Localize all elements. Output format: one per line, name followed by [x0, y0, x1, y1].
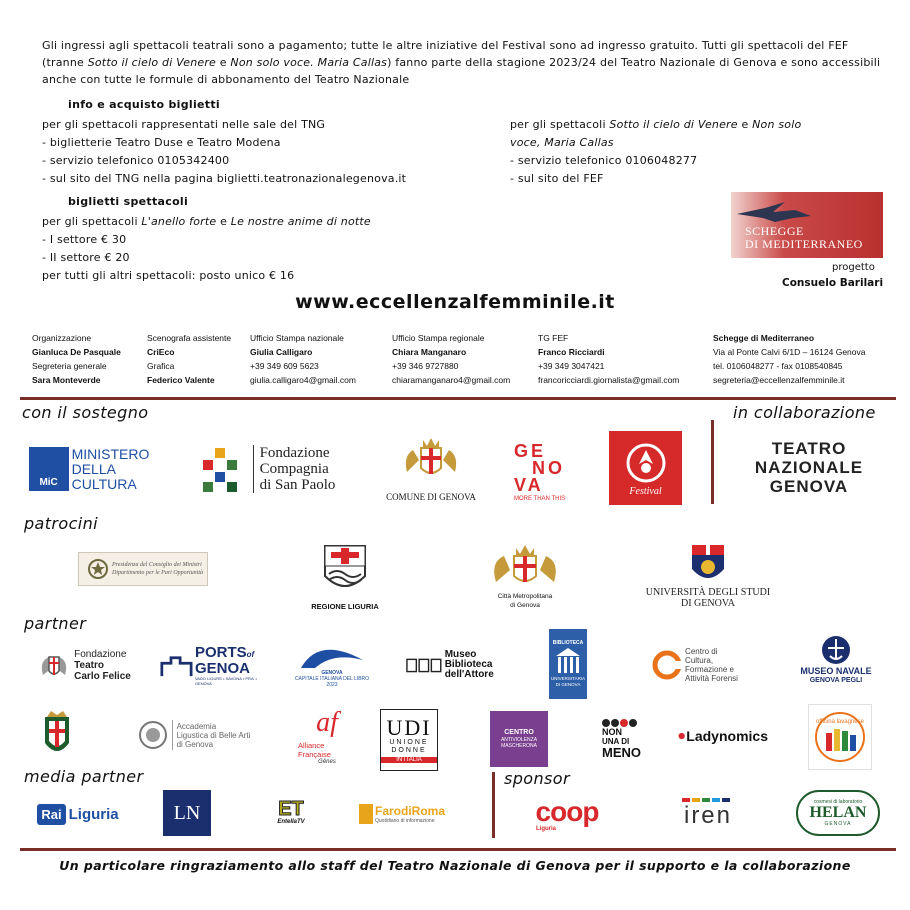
mic-logo	[24, 445, 154, 493]
tng-line: TEATRO	[771, 438, 847, 458]
centro-cultura-forense-logo	[640, 640, 750, 690]
carlo-felice-logo	[28, 646, 140, 684]
accademia-divider	[172, 720, 173, 750]
genova-line: NO	[532, 457, 565, 478]
unige-shield-icon	[688, 543, 728, 587]
info-line: - sul sito del TNG nella pagina biglietti.teatronazionalegenova.it	[42, 172, 407, 185]
regione-liguria-logo	[300, 540, 390, 612]
divider-sponsor	[492, 772, 495, 838]
contact-email[interactable]: chiaramanganaro4@gmail.com	[392, 375, 511, 385]
regione-label: REGIONE LIGURIA	[311, 601, 379, 611]
intro-title: Sotto il cielo di Venere	[87, 56, 217, 69]
section-partner: partner	[24, 614, 87, 633]
mic-badge: MiC	[29, 447, 69, 491]
tickets-title: Le nostre anime di notte	[230, 215, 371, 228]
teatro-nazionale-logo	[744, 438, 874, 496]
citta-text	[498, 592, 553, 610]
genova-line: GE	[514, 440, 547, 461]
sanpaolo-text	[260, 445, 336, 493]
alliance-francaise-logo	[298, 704, 356, 770]
centro-forense-line: Centro di	[685, 647, 718, 656]
info-line: - sul sito del FEF	[510, 172, 604, 185]
ports-of: of	[246, 650, 255, 659]
mic-line: MINISTERO	[71, 445, 150, 462]
capitale-text	[295, 670, 369, 688]
cav-line: MASCHERONA	[501, 743, 537, 749]
tickets-text: per gli spettacoli	[42, 215, 142, 228]
carlo-felice-crest-icon	[37, 649, 71, 681]
divider-collab	[711, 420, 714, 504]
schegge-logo-line: SCHEGGE	[745, 224, 804, 238]
compagnia-sanpaolo-logo	[186, 440, 346, 498]
info-heading: info e acquisto biglietti	[68, 98, 220, 111]
udi-line: IN ITALIA	[381, 757, 437, 763]
festival-label: Festival	[629, 485, 662, 497]
info-line: per gli spettacoli rappresentati nelle sale del TNG	[42, 118, 326, 131]
tng-line: NAZIONALE	[754, 457, 864, 477]
carlo-felice-line: Carlo Felice	[74, 670, 131, 682]
republic-emblem-icon	[87, 558, 109, 580]
accademia-text	[177, 722, 251, 749]
helan-line: GENOVA	[824, 821, 852, 827]
helan-logo	[796, 790, 880, 836]
ladynomics-icon	[678, 729, 685, 743]
ports-line: GENOA	[194, 660, 250, 677]
festival-emblem-icon	[623, 440, 669, 486]
tng-line: GENOVA	[769, 476, 849, 496]
citta-crest-icon	[486, 542, 564, 590]
rai-label: Liguria	[68, 805, 119, 823]
contact-line: TG FEF	[538, 333, 569, 343]
rai-liguria-logo	[32, 800, 124, 828]
info-title: voce, Maria Callas	[510, 136, 614, 149]
centro-antiviolenza-logo	[490, 711, 548, 767]
intro-paragraph	[42, 37, 882, 88]
udi-line: DONNE	[391, 747, 427, 754]
contact-line: Gianluca De Pasquale	[32, 347, 121, 357]
project-label: progetto	[832, 262, 875, 273]
genova-line: VA	[514, 474, 544, 495]
ladynomics-logo	[678, 722, 768, 750]
iren-label: iren	[683, 802, 733, 829]
contact-block-organization	[32, 331, 121, 387]
af-label: Alliance Française	[298, 741, 331, 759]
schegge-logo-text	[745, 225, 863, 251]
carlo-felice-line: Fondazione	[74, 648, 127, 660]
unige-text	[646, 587, 770, 609]
contact-line: Ufficio Stampa nazionale	[250, 333, 344, 343]
non-una-figures-icon	[602, 718, 640, 728]
tickets-title: L'anello forte	[141, 215, 217, 228]
municipio-crest-logo	[30, 706, 84, 768]
contact-line: CriEco	[147, 347, 175, 357]
capitale-line: CAPITALE ITALIANA DEL LIBRO	[294, 676, 370, 682]
mic-text	[72, 447, 150, 492]
regione-shield-icon	[321, 542, 369, 598]
faro-line: Quotidiano di informazione	[375, 817, 435, 824]
museo-navale-text	[800, 666, 871, 686]
cav-line: ANTIVIOLENZA	[500, 737, 538, 743]
helan-title: HELAN	[809, 804, 867, 821]
ln-logo: LN	[163, 790, 211, 836]
museo-attore-icon	[406, 656, 442, 674]
non-una-di-meno-logo	[602, 712, 642, 764]
coop-mark: coop	[535, 796, 599, 827]
mic-line: DELLA	[71, 460, 116, 477]
contact-block-schegge	[713, 331, 865, 387]
coop-liguria-logo	[528, 792, 606, 838]
contact-line: Giulia Calligaro	[250, 347, 313, 357]
festival-logo	[609, 431, 682, 505]
biblioteca-line: DI GENOVA	[555, 682, 581, 687]
non-una-line: UNA DI	[602, 736, 630, 746]
coop-sub: Liguria	[536, 826, 557, 832]
contact-block-press-regional	[392, 331, 510, 387]
contact-line: Scenografa assistente	[147, 333, 232, 343]
museo-navale-icon	[820, 634, 852, 666]
contact-line: Schegge di Mediterraneo	[713, 333, 815, 343]
sanpaolo-line: di San Paolo	[259, 477, 336, 493]
pari-opportunita-line: Presidenza del Consiglio dei Ministri	[112, 562, 202, 568]
intro-text: Gli ingressi agli spettacoli teatrali sono a pagamento; tutte le altre iniziative del Festival sono ad ingresso gratuito. Tutti gli spettacoli del FEF (tranne	[42, 39, 849, 69]
info-text: e	[737, 118, 753, 131]
section-media-partner: media partner	[24, 767, 144, 786]
contact-line: Via al Ponte Calvi 6/1D – 16124 Genova	[713, 347, 866, 357]
museo-attore-line: dell'Attore	[444, 669, 494, 680]
genova-capitale-libro-logo	[292, 640, 372, 690]
comune-genova-logo	[378, 432, 484, 506]
section-collaboration: in collaborazione	[733, 403, 876, 422]
tickets-column	[42, 213, 371, 285]
divider-bottom	[20, 848, 896, 851]
genova-tagline: MORE THAN THIS	[514, 495, 566, 502]
accademia-seal-icon	[138, 720, 168, 750]
intro-text: ) fanno parte della stagione 2023/24 del Teatro Nazionale di Genova e sono accessibili anche con tutte le formule di abbonamento del Teatro Nazionale	[42, 56, 881, 86]
contacts-strip	[22, 325, 892, 391]
comune-label: COMUNE DI GENOVA	[386, 492, 476, 502]
sanpaolo-line: Compagnia	[259, 461, 329, 477]
officina-hands-icon	[812, 709, 868, 765]
rai-badge: Rai	[37, 804, 65, 825]
centro-forense-line: Attività Forensi	[685, 674, 738, 683]
entella-mark: ET	[278, 798, 304, 820]
centro-forense-icon	[652, 650, 682, 680]
contact-line: Franco Ricciardi	[538, 347, 605, 357]
sanpaolo-divider	[253, 445, 254, 493]
divider-top	[20, 397, 896, 400]
contact-line: +39 349 609 5623	[250, 361, 319, 371]
municipio-crest-icon	[35, 709, 79, 765]
schegge-logo-line: DI MEDITERRANEO	[745, 237, 863, 251]
af-mark: af	[316, 707, 338, 738]
non-una-line: MENO	[602, 744, 641, 760]
farodiroma-logo	[359, 798, 465, 830]
info-text: per gli spettacoli	[510, 118, 610, 131]
schegge-logo	[731, 192, 883, 258]
faro-text	[375, 805, 445, 824]
info-right-column	[510, 116, 801, 188]
info-title: Sotto il cielo di Venere	[609, 118, 738, 131]
ports-of-genoa-logo	[160, 644, 268, 686]
biblioteca-universitaria-logo	[549, 629, 587, 699]
ports-icon	[160, 653, 193, 679]
info-line: - biglietterie Teatro Duse e Teatro Modena	[42, 136, 281, 149]
info-line	[510, 116, 801, 134]
ports-word: PORTS	[194, 644, 247, 661]
pari-opportunita-logo	[78, 552, 208, 586]
info-left-column	[42, 116, 406, 188]
tickets-line	[42, 213, 371, 231]
tickets-line: - I settore € 30	[42, 233, 127, 246]
citta-line: di Genova	[510, 602, 540, 609]
capitale-wave-icon	[299, 642, 365, 670]
museo-attore-logo	[406, 650, 522, 680]
section-sponsor: sponsor	[504, 769, 570, 788]
contact-line: Ufficio Stampa regionale	[392, 333, 485, 343]
contact-line: +39 349 3047421	[538, 361, 605, 371]
udi-title: UDI	[386, 715, 432, 740]
genova-more-than-this-logo	[514, 438, 586, 506]
contact-line: Organizzazione	[32, 333, 92, 343]
museo-navale-line: MUSEO NAVALE	[800, 666, 872, 676]
comune-crest-icon	[399, 436, 463, 486]
unige-line: DI GENOVA	[681, 598, 735, 609]
museo-attore-line: Museo Biblioteca	[444, 649, 493, 670]
accademia-line: Ligustica di Belle Arti	[176, 730, 251, 740]
udi-line: UNIONE	[389, 739, 429, 746]
helan-line: cosmesi di laboratorio	[813, 799, 863, 805]
section-patronage: patrocini	[24, 514, 99, 533]
contact-line: Segreteria generale	[32, 361, 107, 371]
udi-logo	[380, 709, 438, 771]
sanpaolo-line: Fondazione	[259, 445, 330, 461]
info-line	[510, 134, 801, 152]
cav-line: CENTRO	[504, 729, 534, 736]
faro-icon	[359, 804, 373, 824]
info-title: Non solo	[752, 118, 802, 131]
contact-line: Grafica	[147, 361, 175, 371]
biblioteca-line: BIBLIOTECA	[552, 640, 584, 646]
contact-line: tel. 0106048277 - fax 0108540845	[713, 361, 843, 371]
citta-line: Città Metropolitana	[497, 593, 553, 600]
contact-block-scenography	[147, 331, 231, 387]
pari-opportunita-text	[112, 561, 203, 577]
project-name: Consuelo Barilari	[782, 277, 884, 289]
info-line: - servizio telefonico 0105342400	[42, 154, 230, 167]
faro-line: FarodiRoma	[375, 803, 446, 818]
officina-lavagnese-logo	[808, 704, 872, 770]
accademia-line: di Genova	[176, 739, 214, 749]
mic-line: CULTURA	[71, 475, 137, 492]
ports-text	[195, 646, 268, 686]
unige-line: UNIVERSITÀ DEGLI STUDI	[645, 587, 771, 598]
carlo-felice-line: Teatro	[74, 659, 104, 671]
contact-line: Sara Monteverde	[32, 375, 101, 385]
unige-logo	[632, 537, 784, 615]
tickets-line: per tutti gli altri spettacoli: posto unico € 16	[42, 269, 295, 282]
tickets-line: - II settore € 20	[42, 251, 130, 264]
contact-email[interactable]: segreteria@eccellenzalfemminile.it	[713, 375, 845, 385]
capitale-line: 2023	[326, 682, 338, 688]
contact-block-tg-fef	[538, 331, 679, 387]
non-una-line: NON	[602, 726, 622, 737]
carlo-felice-text	[74, 649, 131, 682]
ports-tagline: VADO LIGURE • SAVONA • PRA' • GENOVA	[194, 676, 257, 686]
accademia-line: Accademia	[176, 721, 217, 731]
capitale-line: GENOVA	[321, 670, 343, 676]
info-line: - servizio telefonico 0106048277	[510, 154, 698, 167]
contact-line: Chiara Manganaro	[392, 347, 467, 357]
entella-label: EntellaTV	[277, 819, 305, 825]
af-city: Gênes	[318, 759, 336, 765]
centro-forense-line: Formazione e	[685, 665, 734, 674]
intro-text: e	[216, 56, 231, 69]
contact-email[interactable]: francoricciardi.giornalista@gmail.com	[538, 375, 680, 385]
museo-navale-line: GENOVA PEGLI	[809, 677, 863, 684]
biblioteca-building-icon	[554, 646, 582, 676]
contact-line: Federico Valente	[147, 375, 215, 385]
tickets-text: e	[216, 215, 231, 228]
entella-tv-logo	[266, 794, 316, 830]
iren-logo	[676, 792, 740, 832]
biblioteca-line: UNIVERSITARIA	[550, 676, 586, 681]
website-url[interactable]: www.eccellenzalfemminile.it	[295, 291, 615, 313]
biblioteca-text	[551, 676, 585, 688]
contact-line: +39 346 9727880	[392, 361, 459, 371]
museo-attore-text	[445, 650, 522, 680]
contact-block-press-national	[250, 331, 356, 387]
officina-label: officina lavagnese	[816, 719, 864, 725]
contact-email[interactable]: giulia.calligaro4@gmail.com	[250, 375, 356, 385]
ladynomics-label: Ladynomics	[686, 728, 768, 744]
pari-opportunita-line: Dipartimento per le Pari Opportunità	[112, 570, 203, 576]
intro-title: Non solo voce. Maria Callas	[230, 56, 388, 69]
centro-forense-text	[685, 647, 738, 683]
section-support: con il sostegno	[22, 403, 149, 422]
citta-metropolitana-logo	[480, 538, 570, 614]
tickets-heading: biglietti spettacoli	[68, 195, 189, 208]
accademia-ligustica-logo	[132, 714, 256, 756]
sanpaolo-squares-icon	[197, 444, 247, 494]
thanks-footer: Un particolare ringraziamento allo staff del Teatro Nazionale di Genova per il supporto e la collaborazione	[59, 858, 851, 873]
centro-forense-line: Cultura,	[685, 656, 714, 665]
museo-navale-logo	[792, 630, 880, 690]
